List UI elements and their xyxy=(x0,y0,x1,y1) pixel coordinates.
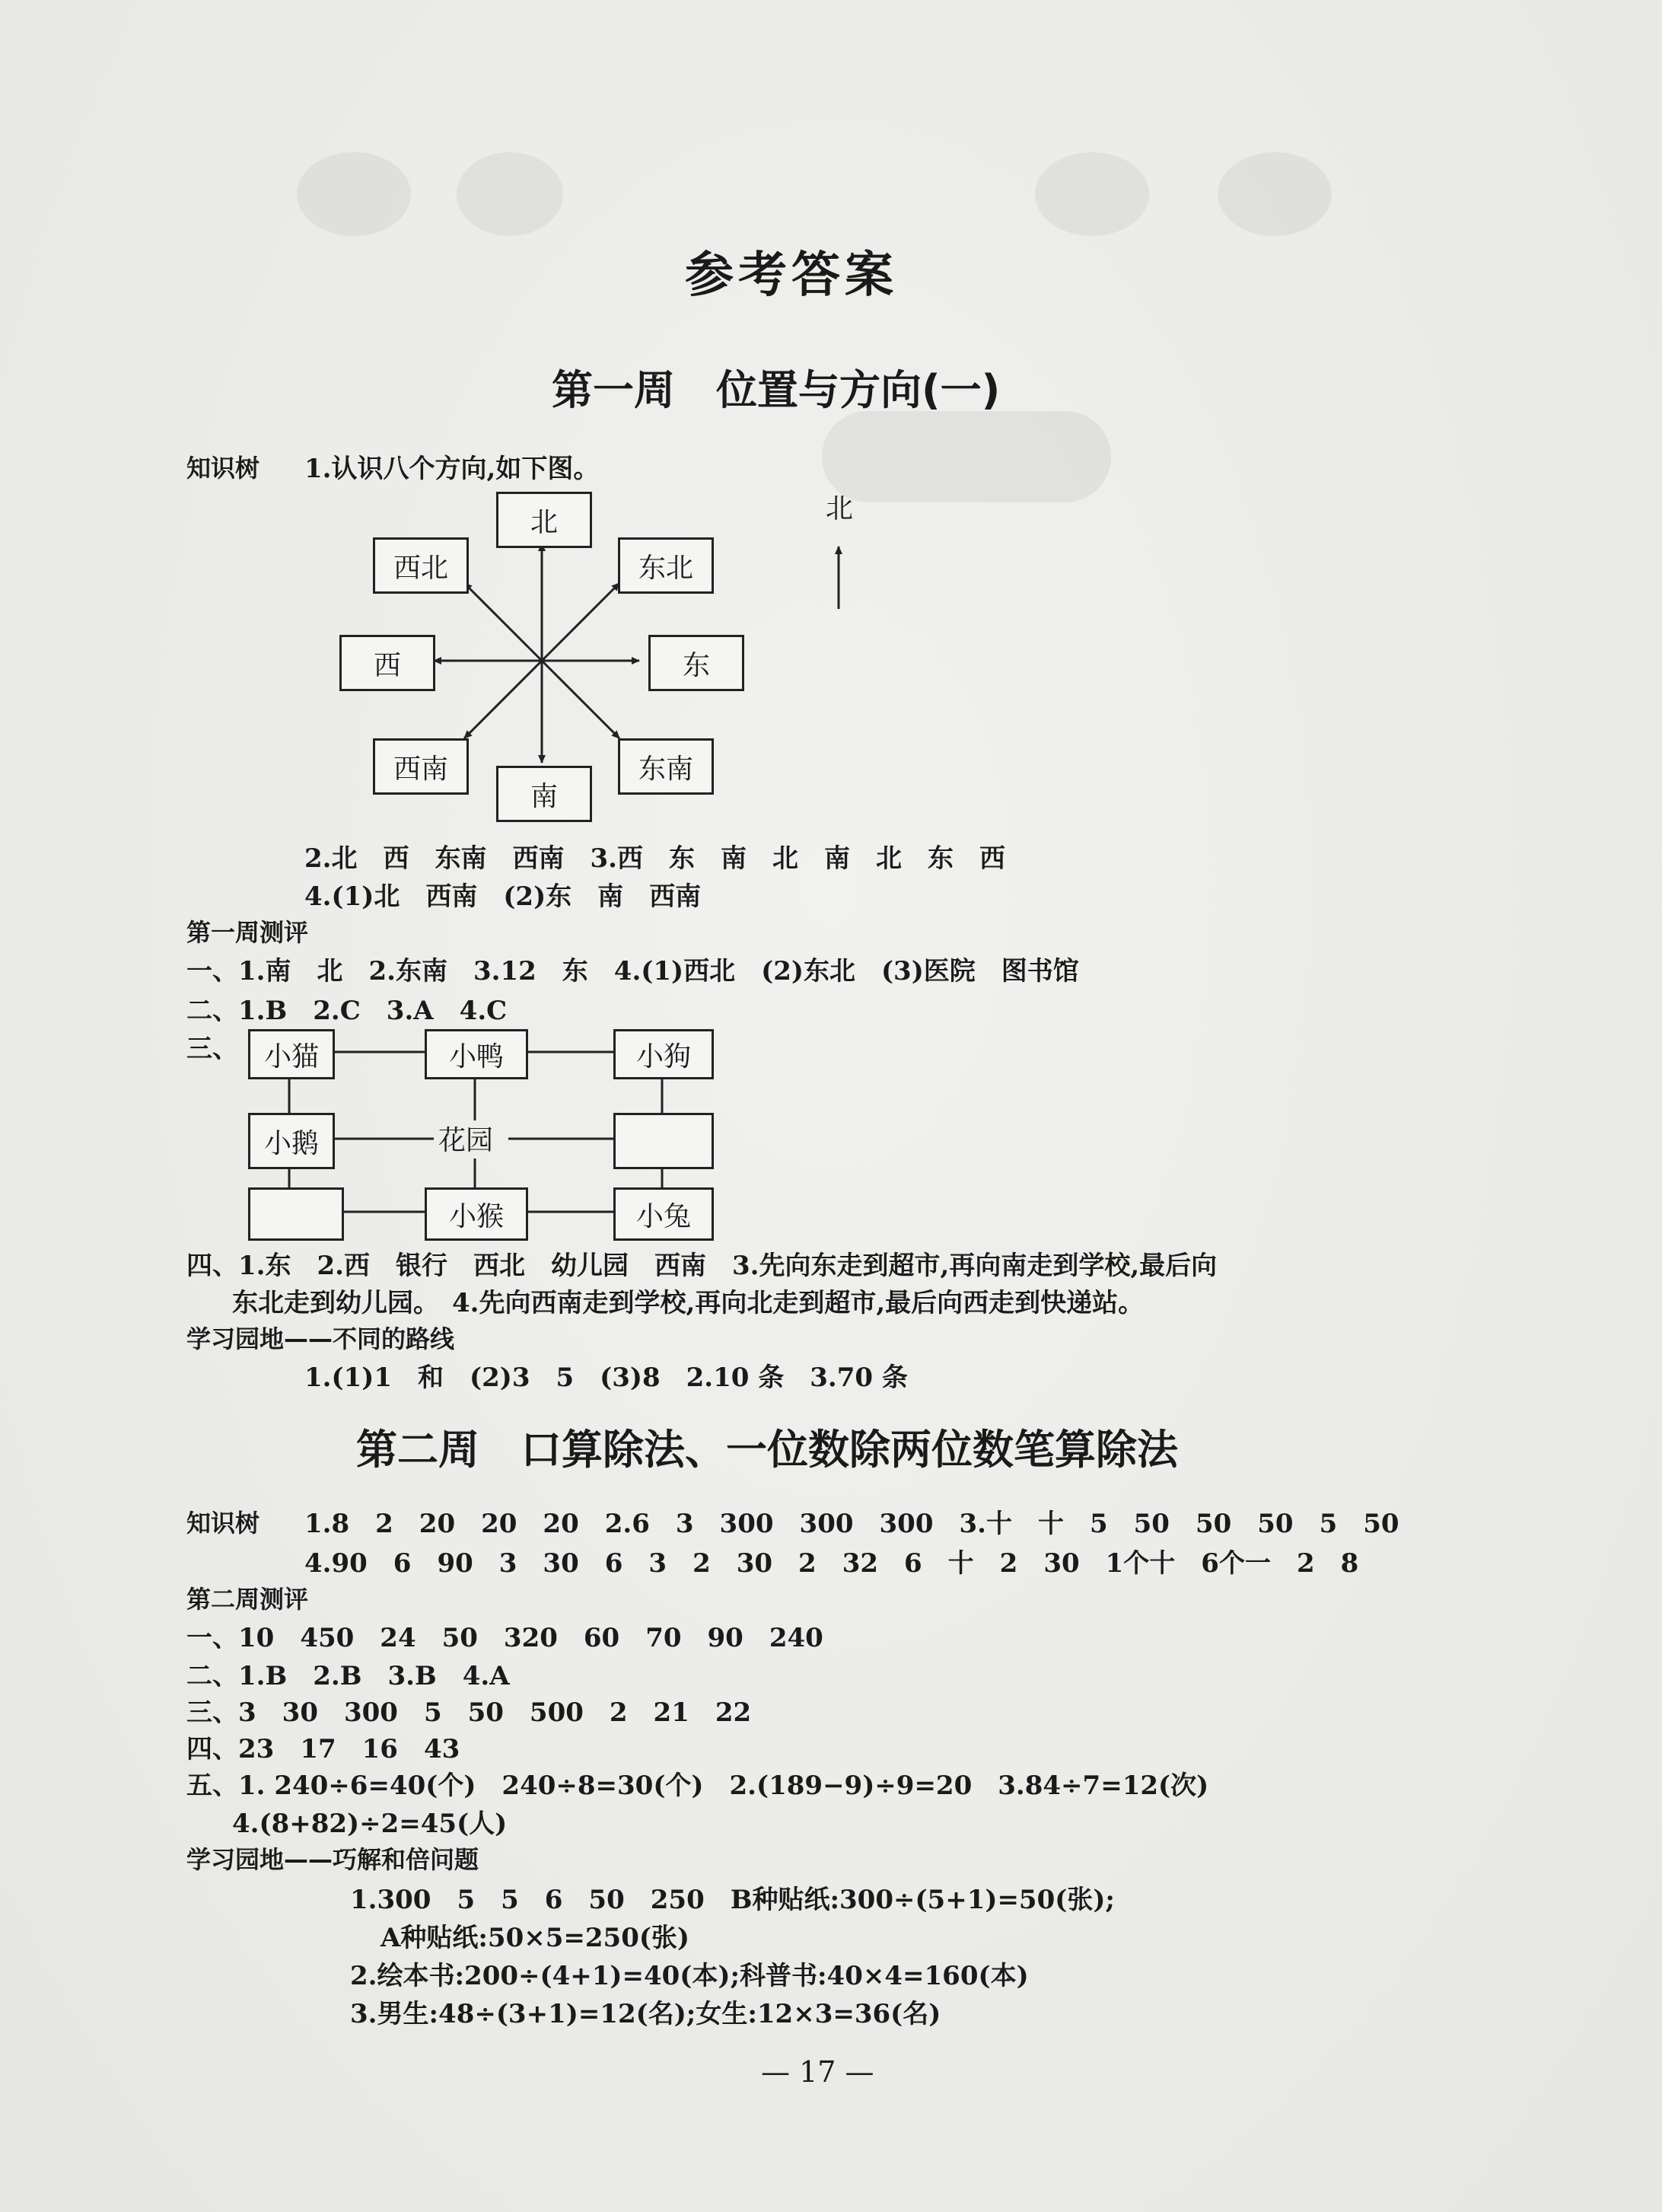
compass-east-box: 东 xyxy=(648,635,744,691)
week2-test-label: 第二周测评 xyxy=(186,1585,309,1614)
week1-garden-answer: 1.(1)1 和 (2)3 5 (3)8 2.10 条 3.70 条 xyxy=(304,1363,908,1393)
compass-southeast-box: 东南 xyxy=(618,738,714,795)
southwest-arrow xyxy=(464,661,542,738)
week1-item1: 1.认识八个方向,如下图。 xyxy=(304,454,600,484)
week1-test1: 一、1.南 北 2.东南 3.12 东 4.(1)西北 (2)东北 (3)医院 图书馆 xyxy=(186,956,1079,986)
northwest-arrow xyxy=(464,583,542,661)
northeast-arrow xyxy=(542,583,619,661)
compass-west-box: 西 xyxy=(339,635,435,691)
week2-test1: 一、10 450 24 50 320 60 70 90 240 xyxy=(186,1623,823,1653)
week1-test-label: 第一周测评 xyxy=(186,918,309,947)
compass-southwest-box: 西南 xyxy=(373,738,469,795)
week2-test2: 二、1.B 2.B 3.B 4.A xyxy=(186,1661,510,1691)
week2-garden-2: 2.绘本书:200÷(4+1)=40(本);科普书:40×4=160(本) xyxy=(350,1961,1029,1991)
week2-tree-line2: 4.90 6 90 3 30 6 3 2 30 2 32 6 十 2 30 1个十 6个一 2 8 xyxy=(304,1548,1359,1579)
north-indicator-label: 北 xyxy=(826,493,854,524)
grid-empty-southwest xyxy=(248,1187,344,1241)
grid-duck: 小鸭 xyxy=(425,1029,528,1079)
grid-goose: 小鹅 xyxy=(248,1113,335,1169)
southeast-arrow xyxy=(542,661,619,738)
grid-dog: 小狗 xyxy=(613,1029,714,1079)
week2-test5a: 五、1. 240÷6=40(个) 240÷8=30(个) 2.(189−9)÷9=20 3.84÷7=12(次) xyxy=(186,1771,1209,1801)
week2-garden-1b: A种贴纸:50×5=250(张) xyxy=(380,1923,690,1953)
compass-northeast-box: 东北 xyxy=(618,537,714,594)
grid-empty-east xyxy=(613,1113,714,1169)
week2-tree-label: 知识树 xyxy=(186,1509,260,1538)
page-title: 参考答案 xyxy=(685,247,898,304)
week1-item2: 2.北 西 东南 西南 3.西 东 南 北 南 北 东 西 xyxy=(304,843,1005,874)
week2-test3: 三、3 30 300 5 50 500 2 21 22 xyxy=(186,1697,752,1728)
compass-north-box: 北 xyxy=(496,492,592,548)
week1-test3-label: 三、 xyxy=(186,1034,238,1064)
week2-heading: 第二周 口算除法、一位数除两位数笔算除法 xyxy=(356,1426,1178,1474)
grid-cat: 小猫 xyxy=(248,1029,335,1079)
week2-test5b: 4.(8+82)÷2=45(人) xyxy=(232,1809,508,1839)
compass-south-box: 南 xyxy=(496,766,592,822)
week1-test4-b: 东北走到幼儿园。 4.先向西南走到学校,再向北走到超市,最后向西走到快递站。 xyxy=(232,1288,1145,1318)
week1-item4: 4.(1)北 西南 (2)东 南 西南 xyxy=(304,881,702,912)
week1-garden-label: 学习园地——不同的路线 xyxy=(186,1324,455,1353)
week2-test4: 四、23 17 16 43 xyxy=(186,1734,460,1764)
grid-rabbit: 小兔 xyxy=(613,1187,714,1241)
page-number: — 17 — xyxy=(761,2055,874,2089)
week1-test4-a: 四、1.东 2.西 银行 西北 幼儿园 西南 3.先向东走到超市,再向南走到学校,最后向 xyxy=(186,1251,1218,1281)
week1-tree-label: 知识树 xyxy=(186,454,260,483)
compass-northwest-box: 西北 xyxy=(373,537,469,594)
week2-garden-3: 3.男生:48÷(3+1)=12(名);女生:12×3=36(名) xyxy=(350,1999,941,2029)
week2-tree-line1: 1.8 2 20 20 20 2.6 3 300 300 300 3.十 十 5 50 50 50 5 50 xyxy=(304,1509,1399,1539)
grid-monkey: 小猴 xyxy=(425,1187,528,1241)
grid-garden: 花园 xyxy=(438,1125,494,1156)
week1-heading: 第一周 位置与方向(一) xyxy=(552,366,1001,414)
week2-garden-label: 学习园地——巧解和倍问题 xyxy=(186,1845,479,1874)
week1-test2: 二、1.B 2.C 3.A 4.C xyxy=(186,996,508,1026)
week2-garden-1a: 1.300 5 5 6 50 250 B种贴纸:300÷(5+1)=50(张); xyxy=(350,1885,1115,1915)
